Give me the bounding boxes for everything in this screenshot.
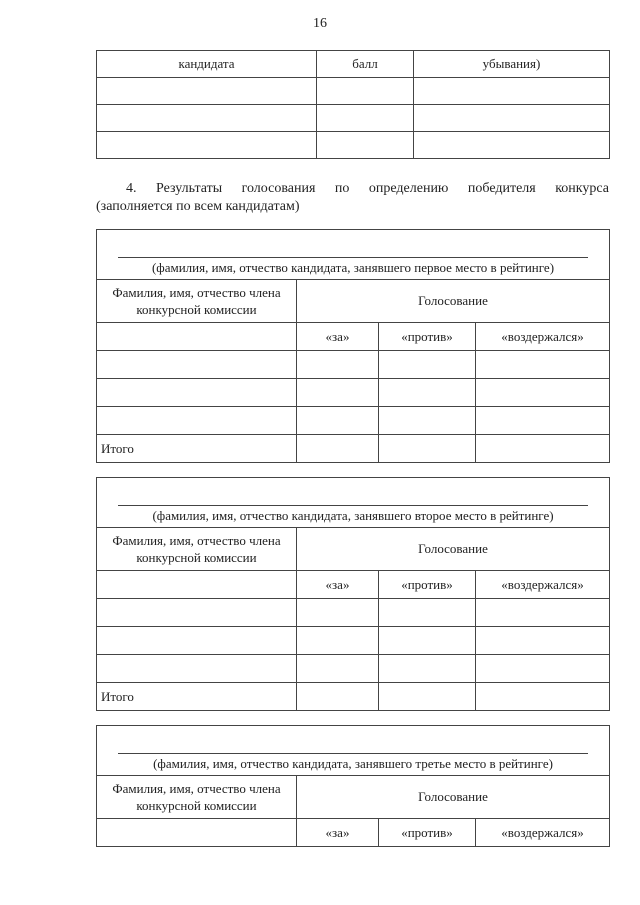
table-cell[interactable] bbox=[317, 132, 414, 159]
column-against: «против» bbox=[379, 571, 476, 599]
header-row bbox=[97, 776, 610, 819]
table-cell[interactable] bbox=[414, 78, 610, 105]
table-cell[interactable] bbox=[414, 105, 610, 132]
member-name-header: Фамилия, имя, отчество члена конкурсной комиссии bbox=[97, 776, 297, 819]
table-cell[interactable] bbox=[297, 351, 379, 379]
section-heading bbox=[96, 180, 609, 216]
table-row bbox=[97, 655, 610, 683]
column-for: «за» bbox=[297, 571, 379, 599]
column-against: «против» bbox=[379, 819, 476, 847]
table-cell[interactable] bbox=[379, 655, 476, 683]
columns-row bbox=[97, 571, 610, 599]
table-row bbox=[97, 407, 610, 435]
table-cell[interactable] bbox=[97, 627, 297, 655]
column-abstained: «воздержался» bbox=[476, 571, 610, 599]
table-cell[interactable] bbox=[476, 351, 610, 379]
table-cell[interactable] bbox=[97, 819, 297, 847]
vote-header: Голосование bbox=[297, 776, 610, 819]
table-cell[interactable] bbox=[379, 435, 476, 463]
table-cell[interactable] bbox=[97, 105, 317, 132]
vote-table-second-place bbox=[96, 477, 610, 711]
table-cell[interactable] bbox=[97, 351, 297, 379]
table-cell[interactable] bbox=[317, 105, 414, 132]
table-row bbox=[97, 351, 610, 379]
header-row bbox=[97, 280, 610, 323]
column-abstained: «воздержался» bbox=[476, 323, 610, 351]
table-cell[interactable] bbox=[97, 571, 297, 599]
table-cell[interactable] bbox=[297, 435, 379, 463]
column-against: «против» bbox=[379, 323, 476, 351]
header-row bbox=[97, 528, 610, 571]
ranking-header-candidate: кандидата bbox=[97, 51, 317, 78]
table-cell[interactable] bbox=[297, 407, 379, 435]
table-row bbox=[97, 78, 610, 105]
table-cell[interactable] bbox=[297, 599, 379, 627]
table-row bbox=[97, 379, 610, 407]
total-label: Итого bbox=[97, 683, 297, 711]
candidate-name-field[interactable] bbox=[97, 726, 610, 776]
table-cell[interactable] bbox=[476, 407, 610, 435]
signature-line bbox=[118, 257, 588, 258]
table-row bbox=[97, 105, 610, 132]
table-row bbox=[97, 132, 610, 159]
table-row bbox=[97, 627, 610, 655]
vote-table-third-place bbox=[96, 725, 610, 847]
columns-row bbox=[97, 819, 610, 847]
table-cell[interactable] bbox=[97, 599, 297, 627]
caption-row bbox=[97, 726, 610, 776]
candidate-caption: (фамилия, имя, отчество кандидата, занявшего третье место в рейтинге) bbox=[153, 756, 553, 771]
candidate-name-field[interactable] bbox=[97, 230, 610, 280]
table-cell[interactable] bbox=[97, 407, 297, 435]
table-cell[interactable] bbox=[97, 655, 297, 683]
table-cell[interactable] bbox=[379, 683, 476, 711]
caption-row bbox=[97, 478, 610, 528]
table-row bbox=[97, 599, 610, 627]
table-cell[interactable] bbox=[97, 323, 297, 351]
ranking-table bbox=[96, 50, 610, 159]
vote-header: Голосование bbox=[297, 528, 610, 571]
column-abstained: «воздержался» bbox=[476, 819, 610, 847]
table-cell[interactable] bbox=[476, 599, 610, 627]
ranking-header-score: балл bbox=[317, 51, 414, 78]
signature-line bbox=[118, 505, 588, 506]
table-cell[interactable] bbox=[379, 627, 476, 655]
member-name-header: Фамилия, имя, отчество члена конкурсной комиссии bbox=[97, 280, 297, 323]
table-cell[interactable] bbox=[97, 379, 297, 407]
caption-row bbox=[97, 230, 610, 280]
table-cell[interactable] bbox=[97, 78, 317, 105]
ranking-header-row bbox=[97, 51, 610, 78]
table-cell[interactable] bbox=[414, 132, 610, 159]
table-cell[interactable] bbox=[297, 627, 379, 655]
table-cell[interactable] bbox=[297, 655, 379, 683]
table-cell[interactable] bbox=[379, 379, 476, 407]
table-cell[interactable] bbox=[97, 132, 317, 159]
table-cell[interactable] bbox=[317, 78, 414, 105]
total-label: Итого bbox=[97, 435, 297, 463]
section-heading-line1: 4. Результаты голосования по определению победителя конкурса bbox=[126, 181, 609, 196]
vote-table-first-place bbox=[96, 229, 610, 463]
column-for: «за» bbox=[297, 819, 379, 847]
table-cell[interactable] bbox=[379, 599, 476, 627]
total-row bbox=[97, 435, 610, 463]
column-for: «за» bbox=[297, 323, 379, 351]
candidate-caption: (фамилия, имя, отчество кандидата, занявшего первое место в рейтинге) bbox=[151, 260, 555, 275]
section-heading-line2: (заполняется по всем кандидатам) bbox=[96, 199, 300, 214]
table-cell[interactable] bbox=[476, 435, 610, 463]
signature-line bbox=[118, 753, 588, 754]
ranking-header-order: убывания) bbox=[414, 51, 610, 78]
table-cell[interactable] bbox=[297, 683, 379, 711]
table-cell[interactable] bbox=[476, 627, 610, 655]
table-cell[interactable] bbox=[379, 407, 476, 435]
member-name-header: Фамилия, имя, отчество члена конкурсной комиссии bbox=[97, 528, 297, 571]
table-cell[interactable] bbox=[476, 655, 610, 683]
candidate-name-field[interactable] bbox=[97, 478, 610, 528]
vote-header: Голосование bbox=[297, 280, 610, 323]
columns-row bbox=[97, 323, 610, 351]
table-cell[interactable] bbox=[379, 351, 476, 379]
table-cell[interactable] bbox=[476, 683, 610, 711]
page-number: 16 bbox=[313, 16, 327, 31]
candidate-caption: (фамилия, имя, отчество кандидата, занявшего второе место в рейтинге) bbox=[152, 508, 554, 523]
total-row bbox=[97, 683, 610, 711]
table-cell[interactable] bbox=[476, 379, 610, 407]
table-cell[interactable] bbox=[297, 379, 379, 407]
